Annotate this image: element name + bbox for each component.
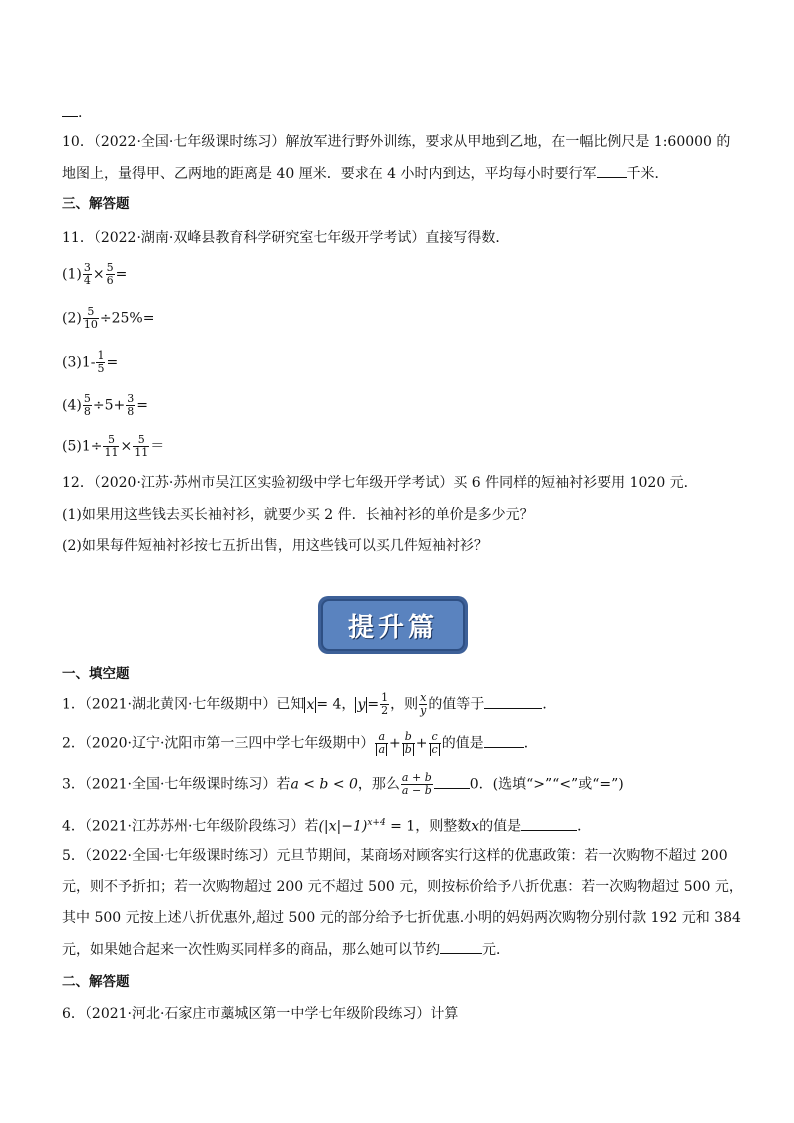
fraction: [106, 262, 115, 287]
numerator: 5: [137, 433, 145, 446]
f2-answer-blank[interactable]: [484, 733, 524, 748]
q12-part2: (2)如果每件短袖衬衫按七五折出售，用这些钱可以买几件短袖衬衫？: [62, 538, 488, 554]
q11-part3: [62, 350, 118, 375]
denominator: 11: [104, 446, 119, 459]
text: 元，如果她合起来一次性购买同样多的商品，那么她可以节约: [62, 942, 440, 958]
denominator: [402, 743, 415, 756]
fraction: [83, 393, 92, 418]
level-banner: [318, 596, 468, 654]
fraction: [375, 731, 388, 756]
f5-line2: 元，则不予折扣；若一次购物超过 200 元不超过 500 元，则按标价给予八折优惠：若一次购物超过 500 元，: [62, 879, 743, 895]
q12-stem: 12．（2020·江苏·苏州市吴江区实验初级中学七年级开学考试）买 6 件同样的短袖衬衫要用 1020 元．: [62, 475, 698, 491]
plus: +: [389, 735, 401, 752]
fraction: [133, 434, 149, 459]
f5-answer-blank[interactable]: [440, 939, 482, 954]
numerator: 3: [83, 261, 91, 274]
numerator: x: [420, 691, 427, 704]
q10-line2: [62, 163, 669, 184]
plus: +: [415, 735, 428, 752]
numerator: 5: [87, 305, 95, 318]
period: ．: [542, 696, 557, 713]
text: ，那么: [357, 776, 400, 793]
denominator: y: [420, 704, 427, 717]
f3-answer-blank[interactable]: [434, 774, 470, 789]
fraction: [380, 692, 389, 717]
q11-part2: [62, 306, 154, 331]
text: = 4，: [316, 696, 356, 713]
part-label: (2): [62, 310, 82, 327]
equals: =: [367, 696, 380, 713]
numerator: b: [404, 730, 412, 743]
text: 的值是: [441, 735, 484, 752]
numerator: 1: [381, 691, 389, 704]
condition: a < b < 0: [290, 776, 358, 793]
q10-line1: 10．（2022·全国·七年级课时练习）解放军进行野外训练，要求从甲地到乙地，在一幅比例尺是 1:60000 的: [62, 134, 731, 150]
denominator: 2: [381, 704, 389, 717]
f4-answer-blank[interactable]: [521, 816, 577, 831]
q10-text: 地图上，量得甲、乙两地的距离是 40 厘米．要求在 4 小时内到达，平均每小时要行军: [62, 166, 597, 182]
denominator: 6: [106, 274, 114, 287]
fraction: [126, 393, 135, 418]
fraction: [429, 731, 441, 756]
question-text: 2．（2020·辽宁·沈阳市第一三四中学七年级期中）: [62, 735, 375, 752]
f2-question: [62, 731, 538, 756]
f5-line1: 5．（2022·全国·七年级课时练习）元旦节期间，某商场对顾客实行这样的优惠政策：若一次购物不超过 200: [62, 848, 728, 864]
expression-pre: 1-: [81, 354, 96, 371]
numerator: 5: [106, 261, 114, 274]
q10-unit: 千米．: [626, 166, 669, 182]
f1-question: [62, 692, 556, 717]
section-heading-fill-blank: 一、填空题: [62, 666, 130, 682]
numerator: 5: [107, 433, 115, 446]
section-heading-answers: 三、解答题: [62, 196, 130, 212]
part-label: (1): [62, 266, 82, 283]
answer-blank: [62, 102, 78, 117]
equals: ＝: [150, 438, 165, 455]
abs-b: b: [404, 743, 412, 756]
f5-line3: 其中 500 元按上述八折优惠外,超过 500 元的部分给予七折优惠.小明的妈妈两次购物分别付款 192 元和 384: [62, 910, 741, 926]
numerator: 5: [83, 392, 91, 405]
exponent: x+4: [367, 818, 386, 828]
numerator: c: [431, 730, 438, 743]
s6-question: 6．（2021·河北·石家庄市藁城区第一中学七年级阶段练习）计算: [62, 1006, 459, 1022]
equals: =: [115, 266, 128, 283]
text: 的值等于: [428, 696, 485, 713]
equals: =: [106, 354, 119, 371]
abs-x: x: [306, 696, 315, 713]
numerator: a + b: [401, 771, 432, 784]
q12-part1: (1)如果用这些钱去买长袖衬衫，就要少买 2 件．长袖衬衫的单价是多少元？: [62, 507, 534, 523]
f1-answer-blank[interactable]: [484, 694, 542, 709]
text: 的值是: [479, 818, 522, 835]
q10-answer-blank[interactable]: [597, 163, 627, 178]
q11-part5: [62, 434, 164, 459]
fraction: [419, 692, 427, 717]
numerator: 3: [127, 392, 135, 405]
denominator: [375, 743, 388, 756]
denominator: 10: [83, 318, 98, 331]
q11-stem: 11．（2022·湖南·双峰县教育科学研究室七年级开学考试）直接写得数．: [62, 230, 510, 246]
period: ．: [577, 818, 592, 835]
variable-x: x: [471, 818, 480, 835]
unit: 元．: [482, 942, 510, 958]
period: .: [78, 105, 83, 121]
numerator: a: [378, 730, 385, 743]
expression-rest: ÷25%=: [99, 310, 155, 327]
text: ．(选填“>”“<”或“=”): [478, 776, 624, 793]
expression-pre: 1÷: [81, 438, 103, 455]
previous-answer-blank: [62, 102, 82, 123]
part-label: (5): [62, 438, 82, 455]
fraction: [401, 772, 433, 797]
expression-mid: ÷5+: [92, 397, 126, 414]
expression-base: (|x|−1): [318, 818, 368, 835]
f5-line4: [62, 939, 510, 960]
period: ．: [523, 735, 538, 752]
q11-part1: [62, 262, 127, 287]
fraction: [83, 262, 92, 287]
fraction: [103, 434, 119, 459]
denominator: 8: [83, 405, 91, 418]
part-label: (3): [62, 354, 82, 371]
question-text: 1．（2021·湖北黄冈·七年级期中）已知: [62, 696, 305, 713]
abs-y: y: [357, 696, 366, 713]
operator: ×: [120, 438, 133, 455]
denominator: 11: [134, 446, 149, 459]
text: ，则: [390, 696, 419, 713]
part-label: (4): [62, 397, 82, 414]
section-heading-solve: 二、解答题: [62, 974, 130, 990]
banner-title: 提升篇: [321, 599, 465, 651]
text: = 1，则整数: [385, 818, 472, 835]
denominator: a − b: [401, 784, 432, 797]
question-text: 4．（2021·江苏苏州·七年级阶段练习）若: [62, 818, 319, 835]
equals: =: [136, 397, 148, 414]
fraction: [402, 731, 415, 756]
denominator: 8: [127, 405, 135, 418]
abs-a: a: [378, 743, 385, 756]
denominator: [429, 743, 441, 756]
operator: ×: [92, 266, 105, 283]
question-text: 3．（2021·全国·七年级课时练习）若: [62, 776, 291, 793]
fraction: [83, 306, 99, 331]
abs-c: c: [431, 743, 438, 756]
denominator: 4: [83, 274, 91, 287]
numerator: 1: [97, 349, 105, 362]
f3-question: [62, 772, 624, 797]
denominator: 5: [97, 362, 105, 375]
q11-part4: [62, 393, 148, 418]
zero: 0: [469, 776, 479, 793]
f4-question: [62, 813, 591, 837]
fraction: [96, 350, 105, 375]
